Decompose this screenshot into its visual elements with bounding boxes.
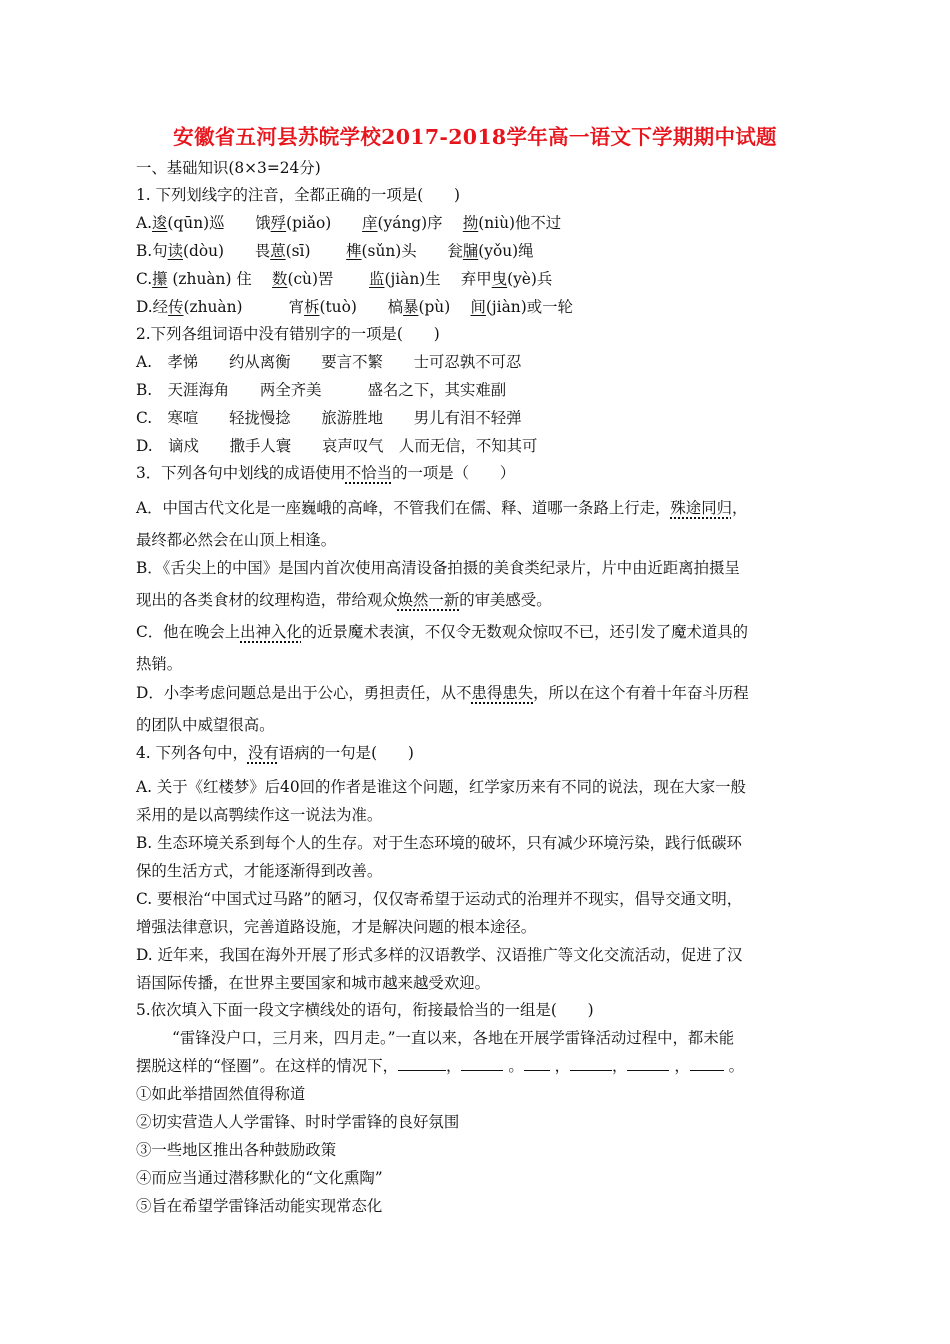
q3-option-d: D．小李考虑问题总是出于公心，勇担责任，从不患得患失，所以在这个有着十年奋斗历程	[136, 684, 749, 702]
q5-item-4: ④而应当通过潜移默化的“文化熏陶”	[136, 1169, 383, 1187]
answer-blank-1[interactable]	[398, 1056, 446, 1071]
answer-blank-2[interactable]	[461, 1056, 503, 1071]
q3-option-d-cont: 的团队中威望很高。	[136, 716, 275, 734]
q1-option-d: D.经传(zhuàn) 宵柝(tuò) 槁暴(pù) 间(jiàn)或一轮	[136, 298, 573, 316]
q3-option-c: C．他在晚会上出神入化的近景魔术表演，不仅令无数观众惊叹不已，还引发了魔术道具的	[136, 623, 749, 641]
answer-blank-4[interactable]	[570, 1056, 612, 1071]
page-title: 安徽省五河县苏皖学校2017-2018学年高一语文下学期期中试题	[173, 125, 777, 149]
q4-option-c: C. 要根治“中国式过马路”的陋习，仅仅寄希望于运动式的治理并不现实，倡导交通文明，	[136, 890, 743, 908]
q1-option-c: C.攥 (zhuàn) 住 数(cù)罟 监(jiàn)生 弃甲曳(yè)兵	[136, 270, 553, 288]
q3-option-a-cont: 最终都必然会在山顶上相逢。	[136, 531, 337, 549]
q4-option-b-cont: 保的生活方式，才能逐渐得到改善。	[136, 862, 383, 880]
q4-option-a-cont: 采用的是以高鹗续作这一说法为准。	[136, 806, 383, 824]
answer-blank-5[interactable]	[627, 1056, 669, 1071]
q5-item-2: ②切实营造人人学雷锋、时时学雷锋的良好氛围	[136, 1113, 460, 1131]
q5-stem: 5.依次填入下面一段文字横线处的语句，衔接最恰当的一组是( )	[136, 1001, 594, 1019]
q5-item-3: ③一些地区推出各种鼓励政策	[136, 1141, 337, 1159]
q3-option-b: B．《舌尖上的中国》是国内首次使用高清设备拍摄的美食类纪录片，片中由近距离拍摄呈	[136, 559, 740, 577]
q5-passage: “雷锋没户口，三月来，四月走。”一直以来，各地在开展学雷锋活动过程中，都未能	[172, 1029, 735, 1047]
q2-option-a: A. 孝悌 约从离衡 要言不繁 士可忍孰不可忍	[136, 353, 522, 371]
q5-passage-cont: 摆脱这样的“怪圈”。在这样的情况下， ， 。 ， ， ， 。	[136, 1057, 745, 1075]
q4-option-d-cont: 语国际传播，在世界主要国家和城市越来越受欢迎。	[136, 974, 490, 992]
q5-item-1: ①如此举措固然值得称道	[136, 1085, 306, 1103]
q1-stem: 1. 下列划线字的注音，全都正确的一项是( )	[136, 186, 461, 204]
q3-stem: 3．下列各句中划线的成语使用不恰当的一项是（ ）	[136, 464, 516, 482]
q2-option-b: B. 天涯海角 两全齐美 盛名之下，其实难副	[136, 381, 507, 399]
q4-stem: 4. 下列各句中，没有语病的一句是( )	[136, 744, 414, 762]
q2-option-c: C. 寒喧 轻拢慢捻 旅游胜地 男儿有泪不轻弹	[136, 409, 522, 427]
q1-option-b: B.句读(dòu) 畏葸(sī) 榫(sǔn)头 瓮牖(yǒu)绳	[136, 242, 534, 260]
q4-option-d: D. 近年来，我国在海外开展了形式多样的汉语教学、汉语推广等文化交流活动，促进了汉	[136, 946, 743, 964]
q4-option-b: B. 生态环境关系到每个人的生存。对于生态环境的破坏，只有减少环境污染，践行低碳环	[136, 834, 742, 852]
q4-option-c-cont: 增强法律意识，完善道路设施，才是解决问题的根本途径。	[136, 918, 537, 936]
q2-stem: 2.下列各组词语中没有错别字的一项是( )	[136, 325, 440, 343]
section-heading: 一、基础知识(8×3=24分)	[136, 159, 321, 177]
answer-blank-3[interactable]	[524, 1056, 550, 1071]
q5-item-5: ⑤旨在希望学雷锋活动能实现常态化	[136, 1197, 383, 1215]
q1-option-a: A.逡(qūn)巡 饿殍(piǎo) 庠(yáng)序 拗(niù)他不过	[136, 214, 562, 232]
q3-option-c-cont: 热销。	[136, 655, 183, 673]
q3-option-b-cont: 现出的各类食材的纹理构造，带给观众焕然一新的审美感受。	[136, 591, 552, 609]
q2-option-d: D. 谪戍 撒手人寰 哀声叹气 人而无信，不知其可	[136, 437, 538, 455]
q3-option-a: A．中国古代文化是一座巍峨的高峰，不管我们在儒、释、道哪一条路上行走，殊途同归，	[136, 499, 748, 517]
q4-option-a: A. 关于《红楼梦》后40回的作者是谁这个问题，红学家历来有不同的说法，现在大家一般	[136, 778, 746, 796]
answer-blank-6[interactable]	[690, 1056, 724, 1071]
